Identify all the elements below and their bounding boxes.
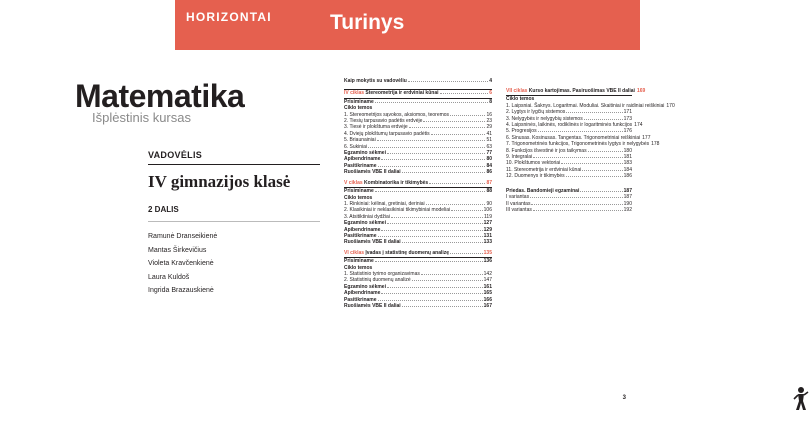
cover-page: [0, 0, 320, 441]
cycle-title: Įvadas į statistinę duomenų analizę: [365, 249, 450, 256]
toc-entry[interactable]: Ruošiamės VBE II daliai 167: [344, 303, 492, 309]
brand-bar: [175, 0, 320, 50]
toc-entry[interactable]: Egzamino sėkmei 127: [344, 220, 492, 227]
toc-entry[interactable]: III variantas 192: [506, 206, 632, 213]
toc-entry[interactable]: 2. Statistinių duomenų analizė 147: [344, 277, 492, 284]
author-list: [148, 230, 217, 298]
toc-entry[interactable]: 3. Tiesė ir plokštuma erdvėje 29: [344, 124, 492, 131]
toc-entry[interactable]: 7. Trigonometrinės funkcijos, Trigonometrinės lygtys ir nelygybės 178: [506, 141, 660, 148]
author-name: Laura Kuldoš: [148, 273, 190, 281]
divider: [148, 164, 320, 165]
cycle-title: Kurso kartojimas. Pasiruošimas VBE II daliai: [528, 88, 635, 94]
toc-cycle: [344, 90, 492, 175]
book-type: VADOVĖLIS: [148, 150, 203, 160]
divider: [148, 221, 320, 222]
toc-entry[interactable]: 9. Integralai 181: [506, 154, 632, 161]
toc-subheader: Ciklo temos: [344, 105, 373, 112]
toc-entry[interactable]: Ruošiamės VBE II daliai 86: [344, 169, 492, 176]
author-name: Ingrida Brazauskienė: [148, 287, 214, 294]
toc-entry[interactable]: Prisiminame 8: [344, 98, 492, 105]
toc-entry[interactable]: 2. Lygtys ir lygčių sistemos 171: [506, 109, 632, 116]
toc-cycle-header[interactable]: [506, 88, 646, 94]
toc-entry[interactable]: 3. Atsitiktiniai dydžiai 119: [344, 213, 492, 220]
toc-entry[interactable]: 4. Dviejų plokštumų tarpusavio padėtis 41: [344, 130, 492, 137]
toc-entry[interactable]: 1. Stereometrijos sąvokos, aksiomos, teoremos 16: [344, 111, 492, 118]
author-name: Mantas Širkevičius: [148, 246, 207, 254]
toc-entry[interactable]: I variantas 187: [506, 194, 632, 201]
brand-logo: HORIZONTAI: [186, 10, 272, 24]
toc-entry[interactable]: 1. Rinkiniai: kėlinai, gretiniai, deriniai 90: [344, 200, 492, 207]
toc-cycle-header[interactable]: [344, 180, 492, 186]
toc-column-left: [344, 78, 492, 309]
cycle-number: VII ciklas: [506, 88, 528, 94]
toc-entry[interactable]: Prisiminame 136: [344, 258, 492, 265]
toc-page: [320, 0, 675, 441]
toc-cycle: [344, 180, 492, 246]
toc-entry[interactable]: Pasitikriname 84: [344, 162, 492, 169]
toc-entry[interactable]: 10. Plokštumos vektoriai 183: [506, 160, 632, 167]
toc-entry[interactable]: 11. Stereometrija ir erdviniai kūnai 184: [506, 166, 632, 173]
grade-label: IV gimnazijos klasė: [148, 172, 291, 191]
toc-entry[interactable]: Apibendriname 129: [344, 226, 492, 233]
toc-entry[interactable]: 1. Statistinio tyrimo organizavimas 142: [344, 270, 492, 277]
toc-entry[interactable]: Ruošiamės VBE II daliai 133: [344, 239, 492, 246]
toc-entry[interactable]: 5. Briaunainiai 51: [344, 137, 492, 144]
toc-entry[interactable]: Pasitikriname 166: [344, 296, 492, 303]
cycle-number: VI ciklas: [344, 249, 365, 256]
toc-entry[interactable]: Apibendriname 165: [344, 290, 492, 297]
toc-entry[interactable]: 5. Progresijos 176: [506, 128, 632, 135]
author-name: Violeta Kravčenkienė: [148, 260, 214, 267]
page-number: 3: [622, 395, 626, 401]
cycle-title: Stereometrija ir erdviniai kūnai: [365, 90, 439, 97]
toc-entry[interactable]: 3. Nelygybės ir nelygybių sistemos 173: [506, 115, 632, 122]
toc-entry[interactable]: Prisiminame 88: [344, 188, 492, 195]
toc-entry[interactable]: 6. Sinusas. Kosinusas. Tangentas. Trigonometriniai reiškiniai 177: [506, 134, 651, 141]
book-title: Matematika: [75, 78, 245, 114]
toc-entry[interactable]: 2. Klasikiniai ir neklasikiniai tikimybiniai modeliai 106: [344, 207, 492, 214]
cycle-number: V ciklas: [344, 179, 363, 186]
toc-entry[interactable]: 6. Sukiniai 63: [344, 143, 492, 150]
toc-cycle: [506, 88, 675, 180]
cycle-number: IV ciklas: [344, 90, 365, 97]
toc-cycle-header[interactable]: [344, 250, 492, 256]
toc-subheader: Ciklo temos: [344, 194, 373, 201]
toc-entry[interactable]: Apibendriname 80: [344, 156, 492, 163]
part-label: 2 DALIS: [148, 205, 179, 214]
toc-entry[interactable]: 12. Duomenys ir tikimybės 186: [506, 173, 632, 180]
book-subtitle: Išplėstinis kursas: [92, 110, 191, 125]
author-name: Ramunė Dranseikienė: [148, 233, 218, 240]
toc-entry[interactable]: 4. Laipsninės, laikinės, rodiklinės ir logaritminės funkcijos 174: [506, 122, 643, 129]
cycle-page: 169: [636, 88, 646, 94]
cycle-page: 135: [483, 249, 492, 256]
toc-entry[interactable]: 1. Laipsniai. Šaknys. Logaritmai. Moduliai. Skaitiniai ir raidiniai reiškiniai 170: [506, 102, 675, 109]
toc-entry[interactable]: Egzamino sėkmei 161: [344, 283, 492, 290]
toc-cycle: [344, 250, 492, 310]
toc-entry[interactable]: 8. Funkcijos išvestinė ir jos taikymas 180: [506, 147, 632, 154]
walking-figure-icon: [793, 386, 809, 412]
cycle-title: Kombinatorika ir tikimybės: [364, 179, 429, 186]
cycle-page: 6: [489, 90, 492, 97]
toc-entry[interactable]: 2. Tiesių tarpusavio padėtis erdvėje 23: [344, 118, 492, 125]
toc-appendix[interactable]: Priedas. Bandomieji egzaminai 187: [506, 187, 632, 194]
toc-entry[interactable]: Kaip mokytis su vadovėliu 4: [344, 78, 492, 84]
toc-column-right: [506, 88, 675, 213]
toc-entry[interactable]: Pasitikriname 131: [344, 232, 492, 239]
cycle-page: 87: [486, 179, 492, 186]
toc-subheader: Ciklo temos: [344, 264, 373, 271]
toc-entry[interactable]: Egzamino sėkmei 77: [344, 150, 492, 157]
toc-cycle-header[interactable]: [344, 90, 492, 96]
toc-entry[interactable]: II variantas 190: [506, 200, 632, 207]
toc-subheader: Ciklo temos: [506, 96, 535, 103]
toc-heading: Turinys: [330, 11, 405, 34]
